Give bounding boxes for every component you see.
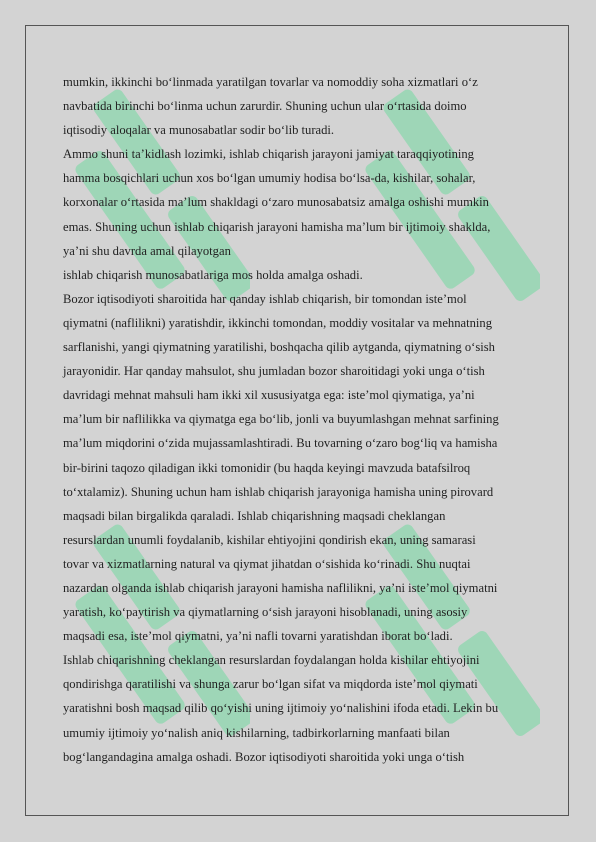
text-line: resurslardan unumli foydalanib, kishilar ehtiyojini qondirish ekan, uning samarasi: [63, 532, 476, 547]
text-line: to‘xtalamiz). Shuning uchun ham ishlab chiqarish jarayoniga hamisha uning pirovard: [63, 484, 494, 499]
text-line: hamma bosqichlari uchun xos bo‘lgan umumiy hodisa bo‘lsa-da, kishilar, sohalar,: [63, 171, 476, 186]
text-line: ishlab chiqarish munosabatlariga mos holda amalga oshadi.: [63, 267, 363, 282]
text-line: yaratishni bosh maqsad qilib qo‘yishi uning ijtimoiy yo‘nalishini ifoda etadi. Lekin bu: [63, 701, 499, 716]
text-line: korxonalar o‘rtasida ma’lum shakldagi o‘zaro munosabatsiz amalga oshishi mumkin: [63, 195, 489, 210]
text-line: navbatida birinchi bo‘linma uchun zarurdir. Shuning uchun ular o‘rtasida doimo: [63, 99, 467, 114]
text-line: emas. Shuning uchun ishlab chiqarish jarayoni hamisha ma’lum bir ijtimoiy shaklda,: [63, 219, 491, 234]
document-body: [63, 70, 553, 769]
text-line: ma’lum bir naflilikka va qiymatga ega bo‘lib, jonli va buyumlashgan mehnat sarfining: [63, 412, 499, 427]
text-line: qondirishga qaratilishi va shunga zarur bo‘lgan sifat va miqdorda iste’mol qiymati: [63, 677, 478, 692]
text-line: yaratish, ko‘paytirish va qiymatlarning o‘sish jarayoni hisoblanadi, uning asosiy: [63, 605, 468, 620]
text-line: ya’ni shu davrda amal qilayotgan: [63, 243, 231, 258]
text-line: mumkin, ikkinchi bo‘linmada yaratilgan tovarlar va nomoddiy soha xizmatlari o‘z: [63, 75, 478, 89]
text-line: davridagi mehnat mahsuli ham ikki xil xususiyatga ega: iste’mol qiymatiga, ya’ni: [63, 388, 475, 403]
text-line: bog‘langandagina amalga oshadi. Bozor iqtisodiyoti sharoitida yoki unga o‘tish: [63, 749, 465, 764]
text-line: maqsadi bilan birgalikda qaraladi. Ishlab chiqarishning maqsadi cheklangan: [63, 508, 446, 523]
text-line: bir-birini taqozo qiladigan ikki tomonidir (bu haqda keyingi mavzuda batafsilroq: [63, 460, 471, 475]
text-line: Ishlab chiqarishning cheklangan resurslardan foydalangan holda kishilar ehtiyojini: [63, 653, 480, 668]
text-line: maqsadi esa, iste’mol qiymatni, ya’ni nafli tovarni yaratishdan iborat bo‘ladi.: [63, 629, 453, 644]
text-line: umumiy ijtimoiy yo‘nalish aniq kishilarning, tadbirkorlarning manfaati bilan: [63, 725, 450, 740]
text-line: qiymatni (naflilikni) yaratishdir, ikkinchi tomondan, moddiy vositalar va mehnatning: [63, 315, 492, 330]
text-line: nazardan olganda ishlab chiqarish jarayoni hamisha naflilikni, ya’ni iste’mol qiymatni: [63, 580, 498, 595]
text-line: jarayonidir. Har qanday mahsulot, shu jumladan bozor sharoitidagi yoki unga o‘tish: [63, 364, 485, 379]
text-line: sarflanishi, yangi qiymatning yaratilishi, boshqacha qilib aytganda, qiymatning o‘sish: [63, 340, 495, 355]
text-line: Ammo shuni ta’kidlash lozimki, ishlab chiqarish jarayoni jamiyat taraqqiyotining: [63, 147, 474, 162]
text-line: tovar va xizmatlarning natural va qiymat jihatdan o‘sishida ko‘rinadi. Shu nuqtai: [63, 556, 471, 571]
text-line: iqtisodiy aloqalar va munosabatlar sodir bo‘lib turadi.: [63, 123, 335, 138]
text-line: Bozor iqtisodiyoti sharoitida har qanday ishlab chiqarish, bir tomondan iste’mol: [63, 291, 467, 306]
text-line: ma’lum miqdorini o‘zida mujassamlashtiradi. Bu tovarning o‘zaro bog‘liq va hamisha: [63, 436, 498, 451]
